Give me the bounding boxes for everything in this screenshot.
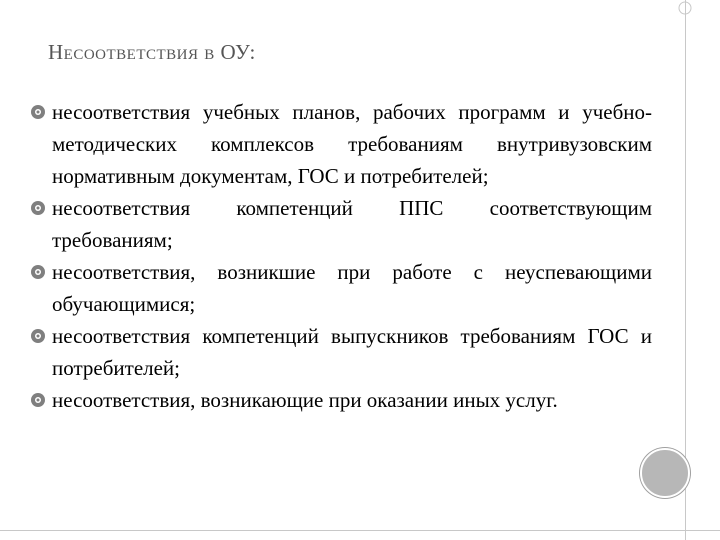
circle-decoration-icon — [640, 448, 690, 498]
list-item — [30, 384, 652, 416]
list-item-text: несоответствия учебных планов, рабочих программ и учебно-методических комплексов требованиям внутривузовским нормативным документам, ГОС и потребителей; — [52, 100, 652, 188]
list-item-text: несоответствия компетенций выпускников требованиям ГОС и потребителей; — [52, 324, 652, 380]
list-item — [30, 256, 652, 320]
list-item-text: несоответствия компетенций ППС соответствующим требованиям; — [52, 196, 652, 252]
gear-bullet-icon — [30, 104, 46, 120]
frame-horizontal-line — [0, 530, 720, 531]
list-item-text: несоответствия, возникшие при работе с неуспевающими обучающимися; — [52, 260, 652, 316]
bullet-list — [30, 96, 652, 416]
gear-bullet-icon — [30, 328, 46, 344]
list-item-text: несоответствия, возникающие при оказании иных услуг. — [52, 388, 558, 412]
gear-bullet-icon — [30, 392, 46, 408]
list-item — [30, 192, 652, 256]
list-item — [30, 96, 652, 192]
list-item — [30, 320, 652, 384]
gear-bullet-icon — [30, 264, 46, 280]
gear-bullet-icon — [30, 200, 46, 216]
top-ring-icon — [675, 0, 695, 20]
slide-title: Несоответствия в ОУ: — [48, 40, 256, 64]
